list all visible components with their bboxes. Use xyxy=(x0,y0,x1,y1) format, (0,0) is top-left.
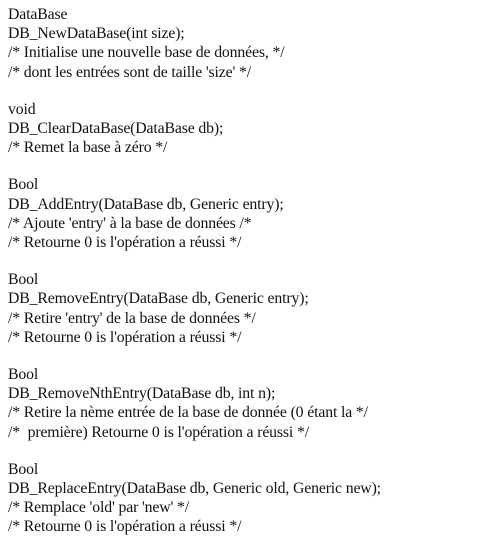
comment-line: /* première) Retourne 0 is l'opération a réussi */ xyxy=(8,423,309,441)
return-type-line: Bool xyxy=(8,176,39,194)
function-signature-line: DB_ClearDataBase(DataBase db); xyxy=(8,120,224,138)
return-type-line: Bool xyxy=(8,271,39,289)
function-block-add-entry xyxy=(8,175,483,252)
comment-line: /* Initialise une nouvelle base de données, */ xyxy=(8,44,285,62)
function-block-remove-entry xyxy=(8,270,483,347)
comment-line: /* Remet la base à zéro */ xyxy=(8,139,168,157)
function-signature-line: DB_RemoveNthEntry(DataBase db, int n); xyxy=(8,385,276,403)
comment-line: /* Ajoute 'entry' à la base de données /* xyxy=(8,214,252,232)
function-signature-line: DB_AddEntry(DataBase db, Generic entry); xyxy=(8,195,284,213)
return-type-line: DataBase xyxy=(8,6,68,23)
function-signature-line: DB_RemoveEntry(DataBase db, Generic entry); xyxy=(8,290,309,308)
function-block-remove-nth-entry xyxy=(8,365,483,442)
return-type-line: Bool xyxy=(8,460,39,478)
function-block-new-database xyxy=(8,5,483,82)
return-type-line: void xyxy=(8,100,36,118)
function-signature-line: DB_ReplaceEntry(DataBase db, Generic old, Generic new); xyxy=(8,480,381,498)
comment-line: /* Retire 'entry' de la base de données */ xyxy=(8,309,256,327)
comment-line: /* Retourne 0 is l'opération a réussi */ xyxy=(8,328,242,346)
comment-line: /* dont les entrées sont de taille 'size' */ xyxy=(8,63,252,81)
return-type-line: Bool xyxy=(8,366,39,384)
function-block-clear-database xyxy=(8,100,483,158)
function-block-replace-entry xyxy=(8,460,483,537)
comment-line: /* Remplace 'old' par 'new' */ xyxy=(8,499,190,517)
function-signature-line: DB_NewDataBase(int size); xyxy=(8,25,185,43)
comment-line: /* Retourne 0 is l'opération a réussi */ xyxy=(8,234,242,252)
comment-line: /* Retire la nème entrée de la base de donnée (0 étant la */ xyxy=(8,404,368,422)
comment-line: /* Retourne 0 is l'opération a réussi */ xyxy=(8,518,242,536)
